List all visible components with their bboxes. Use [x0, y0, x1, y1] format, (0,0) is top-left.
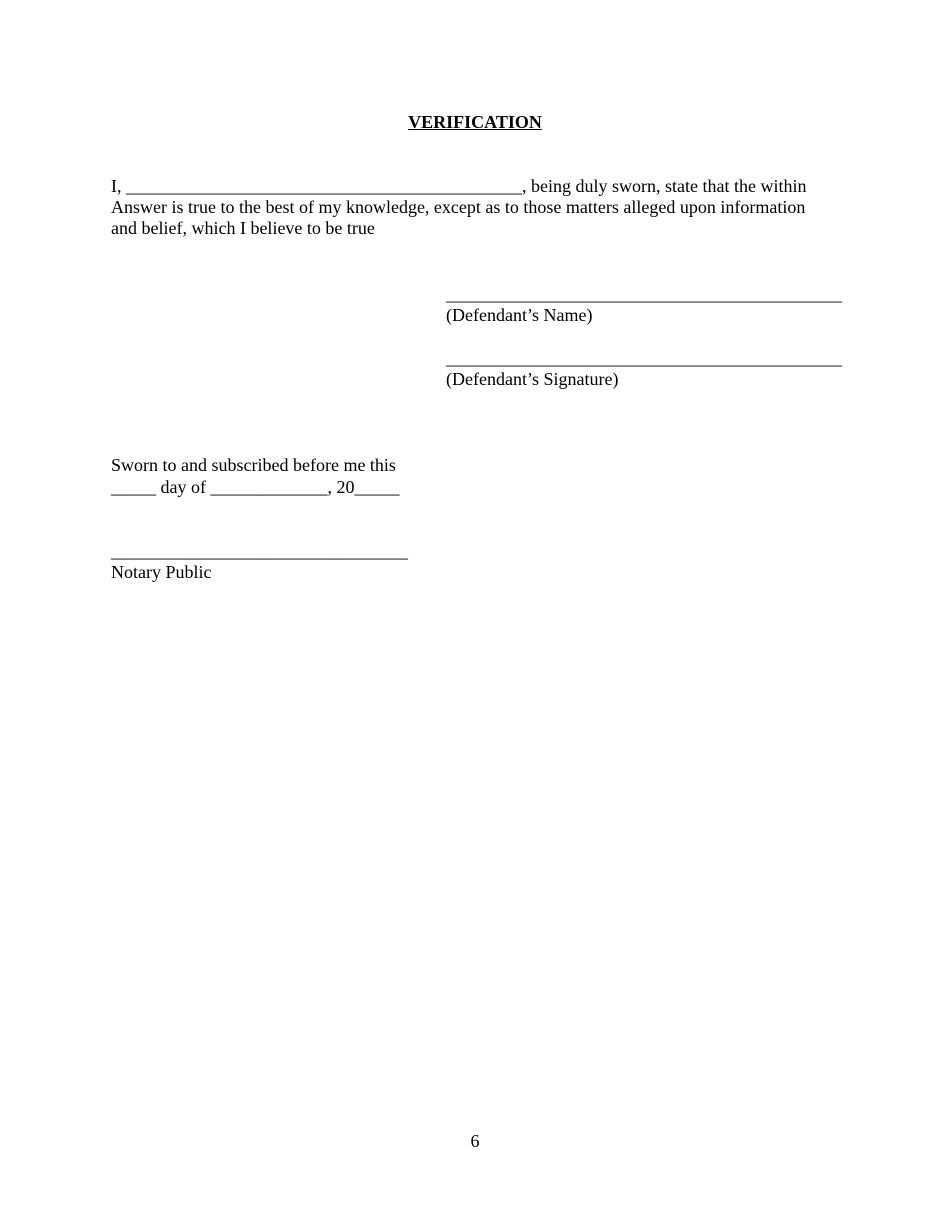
defendant-name-blank: ____________________________________________	[446, 284, 842, 304]
notary-signature-blank: _________________________________	[111, 541, 408, 561]
statement-line-1: I, ____________________________________________, being duly sworn, state that the within	[111, 176, 807, 196]
document-title: VERIFICATION	[408, 112, 542, 132]
verification-statement	[111, 176, 851, 239]
statement-line-2: Answer is true to the best of my knowledge, except as to those matters alleged upon information	[111, 197, 806, 217]
statement-line-3: and belief, which I believe to be true	[111, 218, 375, 238]
defendant-name-label: (Defendant’s Name)	[446, 305, 593, 325]
page-number: 6	[470, 1131, 480, 1151]
sworn-line-1: Sworn to and subscribed before me this	[111, 455, 396, 475]
sworn-date-line: _____ day of _____________, 20_____	[111, 477, 400, 497]
defendant-signature-blank: ____________________________________________	[446, 348, 842, 368]
notary-label: Notary Public	[111, 562, 212, 582]
defendant-signature-label: (Defendant’s Signature)	[446, 369, 619, 389]
